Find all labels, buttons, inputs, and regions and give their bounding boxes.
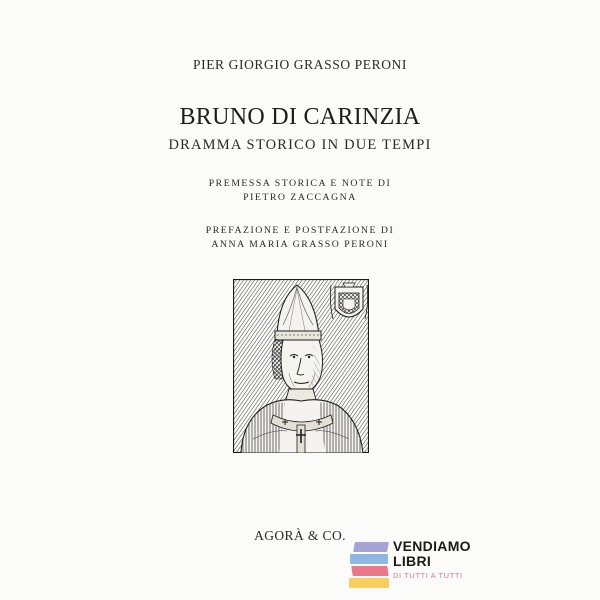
vendiamo-libri-logo [346,538,471,590]
brand-tagline: DI TUTTI A TUTTI [393,571,463,580]
book-subtitle: DRAMMA STORICO IN DUE TEMPI [168,137,432,153]
credit-preface-label: PREFAZIONE E POSTFAZIONE DI [205,225,395,236]
book-icon-blue [350,554,388,564]
book-stack-icon [346,538,390,590]
brand-line-1: VENDIAMO [393,538,471,554]
author-name: PIER GIORGIO GRASSO PERONI [193,57,407,72]
book-title: BRUNO DI CARINZIA [179,104,421,130]
credit-notes-label: PREMESSA STORICA E NOTE DI [208,178,392,189]
publisher-name: AGORÀ & CO. [254,528,346,543]
pope-portrait-image [233,279,369,453]
credit-notes-name: PIETRO ZACCAGNA [243,192,357,203]
book-icon-yellow [349,578,389,588]
credit-preface-name: ANNA MARIA GRASSO PERONI [211,239,389,250]
brand-line-2: LIBRI [393,553,432,569]
brand-name [393,539,471,569]
book-icon-purple [353,542,389,552]
book-icon-red [351,566,388,576]
